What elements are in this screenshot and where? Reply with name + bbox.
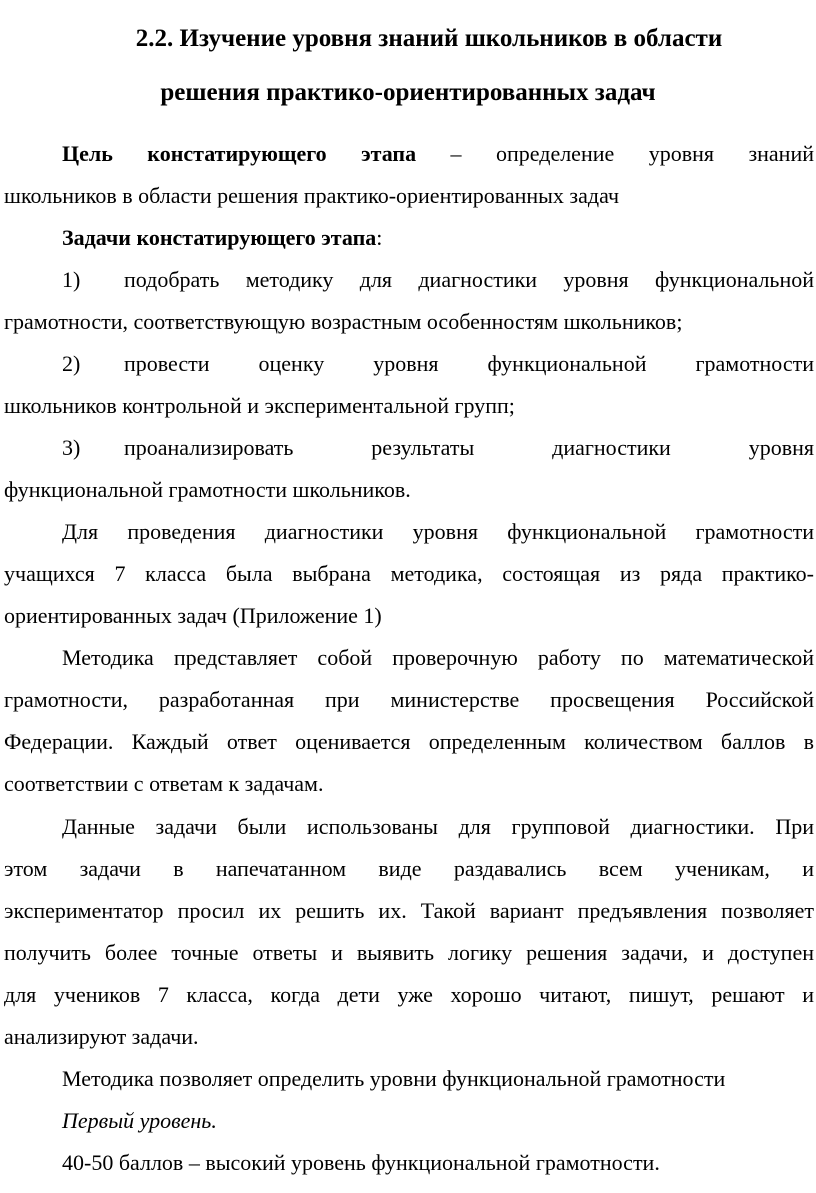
section-title-line-2: решения практико-ориентированных задач (160, 79, 656, 106)
paragraph-1-line-3: ориентированных задач (Приложение 1) (4, 603, 382, 628)
paragraph-1-line-2: учащихся 7 класса была выбрана методика, состоящая из ряда практико- (4, 561, 814, 586)
goal-line-2: школьников в области решения практико-ориентированных задач (4, 183, 620, 208)
task-item-1-number: 1) (62, 267, 81, 292)
level-description: 40-50 баллов – высокий уровень функциональной грамотности. (62, 1150, 660, 1175)
goal-line-1 (62, 140, 814, 168)
task-item-3-line-2: функциональной грамотности школьников. (4, 477, 411, 502)
paragraph-3-line-3: экспериментатор просил их решить их. Такой вариант предъявления позволяет (4, 898, 814, 923)
task-item-2-text: провести оценку уровня функциональной грамотности (124, 351, 814, 376)
section-title-line-1: 2.2. Изучение уровня знаний школьников в области (135, 25, 723, 52)
tasks-label: Задачи констатирующего этапа (62, 225, 377, 250)
paragraph-3-line-5: для учеников 7 класса, когда дети уже хорошо читают, пишут, решают и (4, 982, 814, 1007)
paragraph-2-line-3: Федерации. Каждый ответ оценивается определенным количеством баллов в (4, 729, 814, 754)
task-item-3-number: 3) (62, 435, 81, 460)
paragraph-2-line-1: Методика представляет собой проверочную работу по математической (62, 645, 814, 670)
level-label: Первый уровень. (62, 1108, 217, 1133)
task-item-2-number: 2) (62, 351, 81, 376)
tasks-colon: : (376, 225, 383, 250)
goal-label: Цель констатирующего этапа (62, 141, 417, 166)
goal-definition: – определение уровня знаний (450, 141, 814, 166)
paragraph-2-line-2: грамотности, разработанная при министерстве просвещения Российской (4, 687, 814, 712)
tasks-heading (62, 224, 814, 252)
paragraph-3-line-6: анализируют задачи. (4, 1024, 199, 1049)
paragraph-3-line-1: Данные задачи были использованы для групповой диагностики. При (62, 814, 814, 839)
paragraph-3-line-4: получить более точные ответы и выявить логику решения задачи, и доступен (4, 940, 814, 965)
paragraph-4: Методика позволяет определить уровни функциональной грамотности (62, 1066, 726, 1091)
task-item-1-text: подобрать методику для диагностики уровня функциональной (124, 267, 814, 292)
task-item-3-text: проанализировать результаты диагностики уровня (124, 435, 814, 460)
paragraph-2-line-4: соответствии с ответам к задачам. (4, 771, 324, 796)
task-item-2-line-2: школьников контрольной и экспериментальной групп; (4, 393, 515, 418)
paragraph-1-line-1: Для проведения диагностики уровня функциональной грамотности (62, 519, 814, 544)
task-item-1-line-2: грамотности, соответствующую возрастным особенностям школьников; (4, 309, 683, 334)
paragraph-3-line-2: этом задачи в напечатанном виде раздавались всем ученикам, и (4, 856, 814, 881)
